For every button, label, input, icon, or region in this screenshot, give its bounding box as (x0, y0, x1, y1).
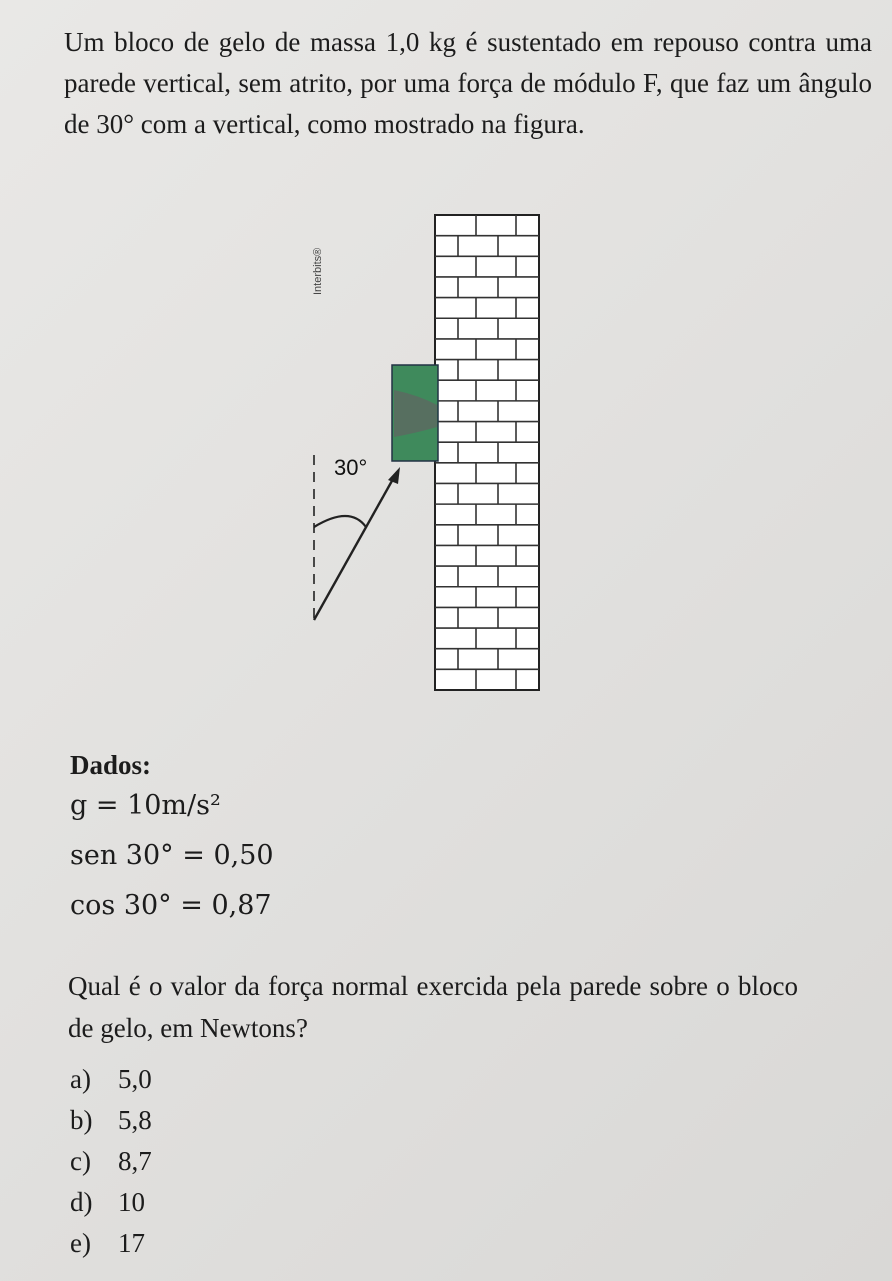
option-a[interactable] (70, 1064, 152, 1095)
brick-wall (435, 215, 539, 690)
option-b[interactable] (70, 1105, 152, 1136)
option-value: 17 (118, 1228, 145, 1258)
problem-number (20, 22, 64, 63)
option-letter: b) (70, 1105, 93, 1135)
option-letter: c) (70, 1146, 91, 1176)
option-value: 10 (118, 1187, 145, 1217)
given-cosine: cos 30° = 0,87 (70, 890, 272, 921)
angle-arc (314, 516, 366, 527)
ice-block (392, 365, 438, 461)
watermark: Interbits® (312, 247, 324, 295)
wall-block-figure (290, 205, 560, 705)
option-value: 5,8 (118, 1105, 152, 1135)
angle-label: 30° (334, 455, 368, 480)
wall-outline (435, 215, 539, 690)
option-d[interactable] (70, 1187, 145, 1218)
given-title: Dados: (70, 750, 152, 780)
given-sine: sen 30° = 0,50 (70, 840, 274, 871)
problem-text: Um bloco de gelo de massa 1,0 kg é sustentado em repouso contra uma parede vertical, sem atrito, por uma força de módulo F, que faz um ângulo de 30° com a vertical, como mostrado na figura. (64, 27, 872, 139)
option-letter: e) (70, 1228, 91, 1258)
option-e[interactable] (70, 1228, 145, 1259)
option-c[interactable] (70, 1146, 152, 1177)
force-vector-line (314, 479, 393, 620)
force-arrowhead (388, 467, 400, 484)
problem-statement (20, 22, 872, 145)
given-gravity: g = 10m/s² (70, 790, 221, 821)
option-value: 8,7 (118, 1146, 152, 1176)
option-letter: d) (70, 1187, 93, 1217)
question-text: Qual é o valor da força normal exercida pela parede sobre o bloco de gelo, em Newtons? (68, 971, 798, 1043)
option-letter: a) (70, 1064, 91, 1094)
option-value: 5,0 (118, 1064, 152, 1094)
